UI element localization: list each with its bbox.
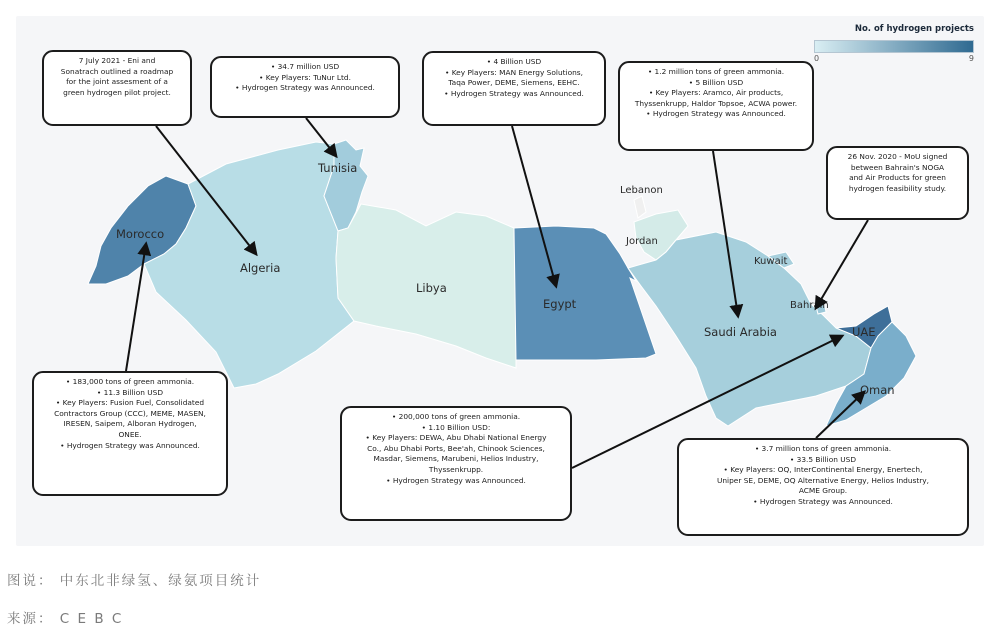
callout-line: • Key Players: Aramco, Air products,	[648, 88, 784, 98]
legend-min: 0	[814, 54, 820, 63]
callout-line: • 4 Billion USD	[486, 57, 542, 66]
label-egypt: Egypt	[543, 297, 577, 311]
label-oman: Oman	[860, 383, 895, 397]
callout-bahrain	[826, 146, 969, 220]
callout-line: • 5 Billion USD	[688, 77, 744, 87]
callout-line: 26 Nov. 2020 - MoU signed	[847, 152, 948, 161]
callout-line: • 1.10 Billion USD:	[421, 422, 491, 432]
legend-color-bar	[814, 40, 974, 53]
callout-uae	[340, 406, 572, 521]
callout-oman	[677, 438, 969, 536]
label-bahrain: Bahrain	[790, 300, 829, 311]
legend-max: 9	[968, 54, 974, 63]
callout-line: • Key Players: Fusion Fuel, Consolidated	[55, 398, 205, 408]
caption-line-2: 来源： C E B C	[7, 611, 124, 627]
callout-line: Thyssenkrupp.	[428, 464, 484, 474]
callout-line: Co., Abu Dhabi Ports, Bee'ah, Chinook Sciences,	[367, 443, 545, 453]
callout-line: IRESEN, Saipem, Alboran Hydrogen,	[63, 419, 197, 429]
callout-line: • 33.5 Billion USD	[789, 454, 857, 464]
callout-saudi	[618, 61, 814, 151]
callout-line: ONEE.	[118, 429, 142, 439]
callout-line: Thyssenkrupp, Haldor Topsoe, ACWA power.	[634, 98, 798, 108]
legend-title: No. of hydrogen projects	[854, 24, 974, 34]
callout-line: • 183,000 tons of green ammonia.	[65, 377, 195, 386]
callout-line: • 1.2 million tons of green ammonia.	[647, 67, 785, 76]
callout-line: Taqa Power, DEME, Siemens, EEHC.	[448, 78, 580, 88]
callout-egypt	[422, 51, 606, 126]
callout-tunisia	[210, 56, 400, 118]
callout-line: ACME Group.	[798, 486, 848, 496]
callout-line: • Hydrogen Strategy was Announced.	[444, 88, 584, 98]
caption-line-1: 图说： 中东北非绿氢、绿氨项目统计	[7, 573, 262, 589]
callout-line: between Bahrain's NOGA	[850, 162, 945, 172]
callout-line: Masdar, Siemens, Marubeni, Helios Industry,	[373, 454, 539, 464]
label-lebanon: Lebanon	[620, 185, 663, 196]
callout-algeria	[42, 50, 192, 126]
callout-morocco	[32, 371, 228, 496]
label-uae: UAE	[852, 325, 876, 339]
arrow-bahrain	[816, 220, 868, 308]
label-jordan: Jordan	[626, 236, 658, 247]
label-tunisia: Tunisia	[318, 161, 358, 175]
callout-line: for the joint assesment of a	[66, 77, 168, 87]
callout-line: Uniper SE, DEME, OQ Alternative Energy, Helios Industry,	[716, 475, 930, 485]
callout-line: green hydrogen pilot project.	[63, 87, 171, 97]
label-libya: Libya	[416, 281, 447, 295]
callout-line: • Key Players: MAN Energy Solutions,	[445, 67, 583, 77]
callout-line: hydrogen feasibility study.	[848, 183, 947, 193]
callout-line: 7 July 2021 - Eni and	[78, 56, 156, 65]
label-saudi-arabia: Saudi Arabia	[704, 325, 777, 339]
callout-line: Contractors Group (CCC), MEME, MASEN,	[54, 408, 206, 418]
legend-ticks	[814, 53, 974, 63]
map-panel	[16, 16, 984, 546]
callout-line: • 200,000 tons of green ammonia.	[391, 412, 521, 421]
callout-line: and Air Products for green	[849, 173, 946, 183]
callout-line: • Hydrogen Strategy was Announced.	[646, 109, 786, 119]
legend	[814, 24, 974, 63]
callout-line: • Key Players: TuNur Ltd.	[259, 72, 351, 82]
callout-line: • 34.7 million USD	[270, 62, 340, 71]
label-algeria: Algeria	[240, 261, 281, 275]
label-kuwait: Kuwait	[754, 256, 788, 267]
country-lebanon	[634, 196, 646, 218]
callout-line: • Key Players: OQ, InterContinental Energy, Enertech,	[723, 465, 923, 475]
callout-line: • 3.7 million tons of green ammonia.	[754, 444, 892, 453]
callout-line: • Hydrogen Strategy was Announced.	[386, 475, 526, 485]
label-morocco: Morocco	[116, 227, 165, 241]
callout-line: • Hydrogen Strategy was Announced.	[60, 440, 200, 450]
callout-line: • 11.3 Billion USD	[96, 387, 164, 397]
callout-line: • Key Players: DEWA, Abu Dhabi National Energy	[365, 433, 547, 443]
callout-line: • Hydrogen Strategy was Announced.	[753, 496, 893, 506]
callout-line: • Hydrogen Strategy was Announced.	[235, 83, 375, 93]
callout-line: Sonatrach outlined a roadmap	[60, 66, 174, 76]
